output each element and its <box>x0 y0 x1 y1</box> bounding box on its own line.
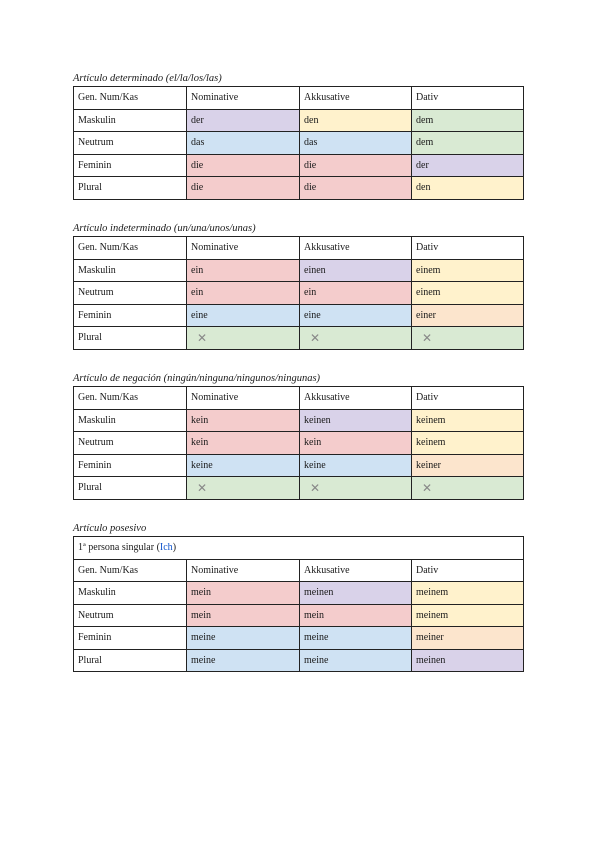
article-table <box>73 536 524 672</box>
table-row <box>74 327 524 350</box>
table-row <box>74 409 524 432</box>
table-row <box>74 154 524 177</box>
table-cell: dem <box>412 132 524 155</box>
row-label: Maskulin <box>74 259 187 282</box>
section-articulo-determinado <box>73 72 523 200</box>
table-cell: keinem <box>412 432 524 455</box>
table-title: Artículo de negación (ningún/ninguna/ningunos/ningunas) <box>73 373 321 384</box>
row-label: Feminin <box>74 154 187 177</box>
table-cell: einer <box>412 304 524 327</box>
table-row <box>74 649 524 672</box>
column-header: Dativ <box>412 387 524 410</box>
row-label: Feminin <box>74 454 187 477</box>
table-cell: eine <box>300 304 412 327</box>
column-header: Akkusative <box>300 237 412 260</box>
row-label: Plural <box>74 327 187 350</box>
table-cell: meine <box>300 627 412 650</box>
table-cell: der <box>412 154 524 177</box>
table-cell: ein <box>300 282 412 305</box>
table-cell: der <box>187 109 300 132</box>
table-cell: kein <box>187 432 300 455</box>
header-row <box>74 387 524 410</box>
column-header: Dativ <box>412 237 524 260</box>
column-header: Akkusative <box>300 559 412 582</box>
column-header: Nominative <box>187 387 300 410</box>
article-table <box>73 386 524 500</box>
caption-highlight: Ich <box>159 542 173 554</box>
table-cell: keinem <box>412 409 524 432</box>
table-cell: einem <box>412 282 524 305</box>
header-row <box>74 559 524 582</box>
row-label: Maskulin <box>74 409 187 432</box>
table-cell: meinen <box>300 582 412 605</box>
table-cell: kein <box>187 409 300 432</box>
row-label: Neutrum <box>74 282 187 305</box>
table-cell: eine <box>187 304 300 327</box>
table-cell: meine <box>300 649 412 672</box>
header-row <box>74 87 524 110</box>
table-cell <box>187 327 300 350</box>
table-title: Artículo determinado (el/la/los/las) <box>73 73 222 84</box>
table-cell: meinen <box>412 649 524 672</box>
table-cell: mein <box>300 604 412 627</box>
table-title: Artículo indeterminado (un/una/unos/unas) <box>73 223 256 234</box>
table-cell: das <box>187 132 300 155</box>
row-label: Neutrum <box>74 604 187 627</box>
column-header: Nominative <box>187 559 300 582</box>
table-cell: ein <box>187 282 300 305</box>
article-table <box>73 86 524 200</box>
column-header: Nominative <box>187 87 300 110</box>
table-cell: keine <box>187 454 300 477</box>
table-cell: die <box>300 177 412 200</box>
column-header: Akkusative <box>300 87 412 110</box>
column-header: Dativ <box>412 87 524 110</box>
table-cell: meine <box>187 649 300 672</box>
section-articulo-posesivo <box>73 522 523 672</box>
table-row <box>74 432 524 455</box>
table-row <box>74 304 524 327</box>
table-cell: ein <box>187 259 300 282</box>
table-cell: keine <box>300 454 412 477</box>
table-cell: meinem <box>412 582 524 605</box>
table-row <box>74 109 524 132</box>
row-label: Feminin <box>74 627 187 650</box>
cross-icon: ✕ <box>310 480 321 495</box>
row-label: Plural <box>74 477 187 500</box>
caption-suffix: ) <box>172 542 177 554</box>
cross-icon: ✕ <box>422 480 433 495</box>
column-header: Gen. Num/Kas <box>74 87 187 110</box>
table-cell <box>300 327 412 350</box>
row-label: Maskulin <box>74 109 187 132</box>
table-cell: einen <box>300 259 412 282</box>
table-cell: keiner <box>412 454 524 477</box>
table-row <box>74 259 524 282</box>
column-header: Nominative <box>187 237 300 260</box>
table-cell: die <box>187 154 300 177</box>
caption-row <box>74 537 524 560</box>
table-row <box>74 604 524 627</box>
row-label: Neutrum <box>74 432 187 455</box>
table-cell: das <box>300 132 412 155</box>
table-row <box>74 177 524 200</box>
table-row <box>74 627 524 650</box>
cross-icon: ✕ <box>310 330 321 345</box>
table-cell: meinem <box>412 604 524 627</box>
column-header: Gen. Num/Kas <box>74 237 187 260</box>
table-cell: den <box>300 109 412 132</box>
table-cell <box>187 477 300 500</box>
column-header: Dativ <box>412 559 524 582</box>
row-label: Maskulin <box>74 582 187 605</box>
table-cell: einem <box>412 259 524 282</box>
section-articulo-indeterminado <box>73 222 523 350</box>
cross-icon: ✕ <box>422 330 433 345</box>
caption-prefix: 1ª persona singular ( <box>78 542 160 554</box>
table-cell: mein <box>187 604 300 627</box>
row-label: Neutrum <box>74 132 187 155</box>
column-header: Gen. Num/Kas <box>74 387 187 410</box>
table-title: Artículo posesivo <box>73 523 147 534</box>
table-row <box>74 282 524 305</box>
row-label: Feminin <box>74 304 187 327</box>
table-cell: meiner <box>412 627 524 650</box>
cross-icon: ✕ <box>197 330 208 345</box>
column-header: Akkusative <box>300 387 412 410</box>
table-cell: kein <box>300 432 412 455</box>
table-cell <box>300 477 412 500</box>
column-header: Gen. Num/Kas <box>74 559 187 582</box>
article-table <box>73 236 524 350</box>
caption-cell <box>74 537 524 560</box>
table-cell: meine <box>187 627 300 650</box>
table-row <box>74 582 524 605</box>
table-cell: die <box>300 154 412 177</box>
table-cell: mein <box>187 582 300 605</box>
section-articulo-negacion <box>73 372 523 500</box>
table-row <box>74 132 524 155</box>
cross-icon: ✕ <box>197 480 208 495</box>
table-cell: die <box>187 177 300 200</box>
table-cell <box>412 327 524 350</box>
row-label: Plural <box>74 177 187 200</box>
table-cell: dem <box>412 109 524 132</box>
header-row <box>74 237 524 260</box>
table-cell: keinen <box>300 409 412 432</box>
table-cell <box>412 477 524 500</box>
row-label: Plural <box>74 649 187 672</box>
table-row <box>74 477 524 500</box>
table-cell: den <box>412 177 524 200</box>
table-row <box>74 454 524 477</box>
